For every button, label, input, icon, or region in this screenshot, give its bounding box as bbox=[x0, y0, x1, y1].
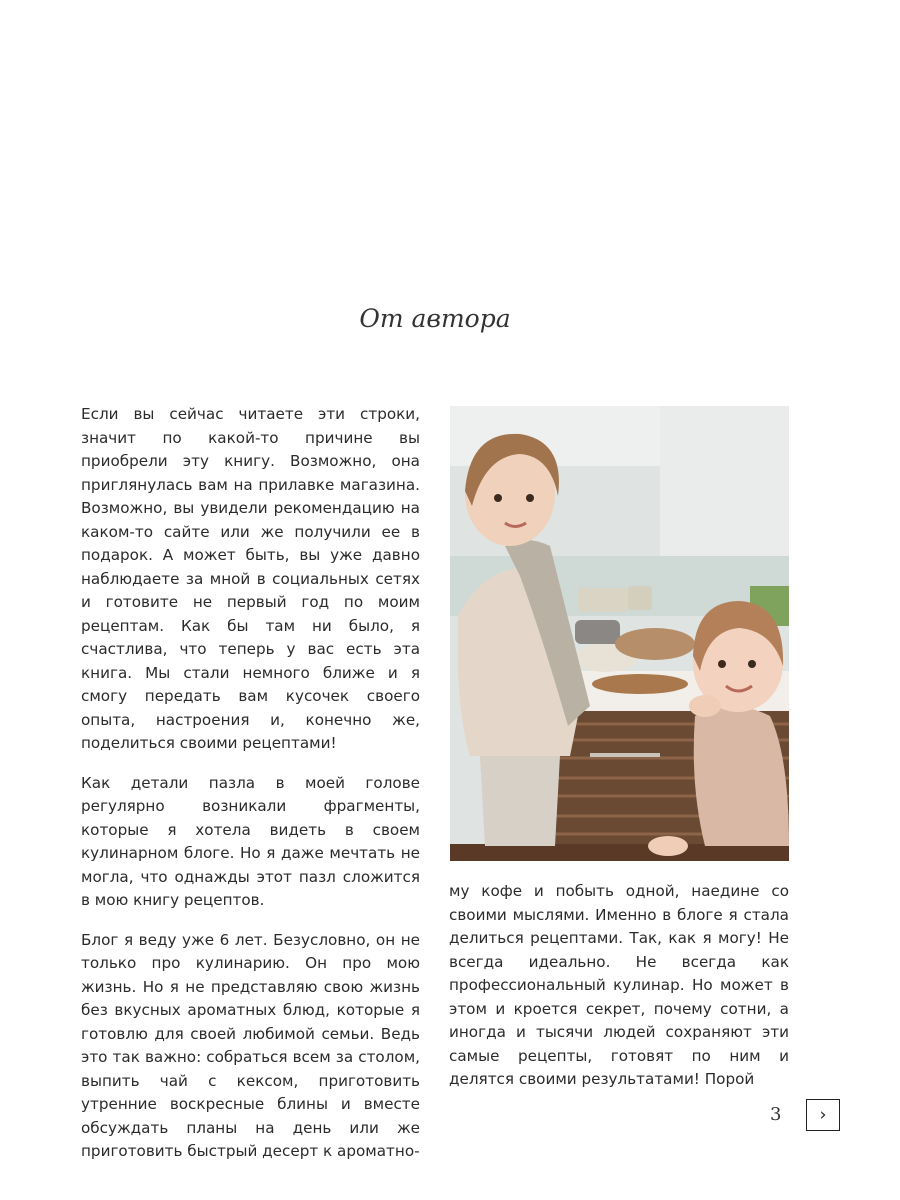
paragraph-1: Если вы сейчас читаете эти строки, значит по какой-то причине вы приобрели эту книгу. Возможно, она приглянулась вам на прилавке магазина. Возможно, вы увидели рекомендацию на каком-то сайте или же получили ее в подарок. А может быть, вы уже давно наблюдаете за мной в социальных сетях и готовите не первый год по моим рецептам. Как бы там ни было, я счастлива, что теперь у вас есть эта книга. Мы стали немного ближе и я смогу передать вам кусочек своего опыта, настроения и, конечно же, поделиться своими рецептами! bbox=[81, 405, 420, 752]
right-text-column bbox=[449, 880, 789, 1108]
chevron-right-icon: › bbox=[819, 1105, 827, 1125]
page-number: 3 bbox=[770, 1104, 782, 1125]
left-text-column bbox=[81, 403, 420, 1180]
page-title: От автора bbox=[359, 304, 511, 333]
children-kitchen-photo bbox=[450, 406, 789, 861]
paragraph-2: Как детали пазла в моей голове регулярно возникали фрагменты, которые я хотела видеть в своем кулинарном блоге. Но я даже мечтать не могла, что однажды этот пазл сложится в мою книгу рецептов. bbox=[81, 773, 420, 909]
next-page-button[interactable] bbox=[806, 1099, 840, 1131]
paragraph-3: Блог я веду уже 6 лет. Безусловно, он не только про кулинарию. Он про мою жизнь. Но я не представляю свою жизнь без вкусных ароматных блюд, которые я готовлю для своей любимой семьи. Ведь это так важно: собраться всем за столом, выпить чай с кексом, приготовить утренние воскресные блины и вместе обсуждать планы на день или же приготовить быстрый десерт к ароматно- bbox=[81, 930, 420, 1160]
paragraph-4: му кофе и побыть одной, наедине со своими мыслями. Именно в блоге я стала делиться рецептами. Так, как я могу! Не всегда идеально. Не всегда как профессиональный кулинар. Но может в этом и кроется секрет, почему сотни, а иногда и тысячи людей сохраняют эти самые рецепты, готовят по ним и делятся своими результатами! Порой bbox=[449, 882, 789, 1088]
